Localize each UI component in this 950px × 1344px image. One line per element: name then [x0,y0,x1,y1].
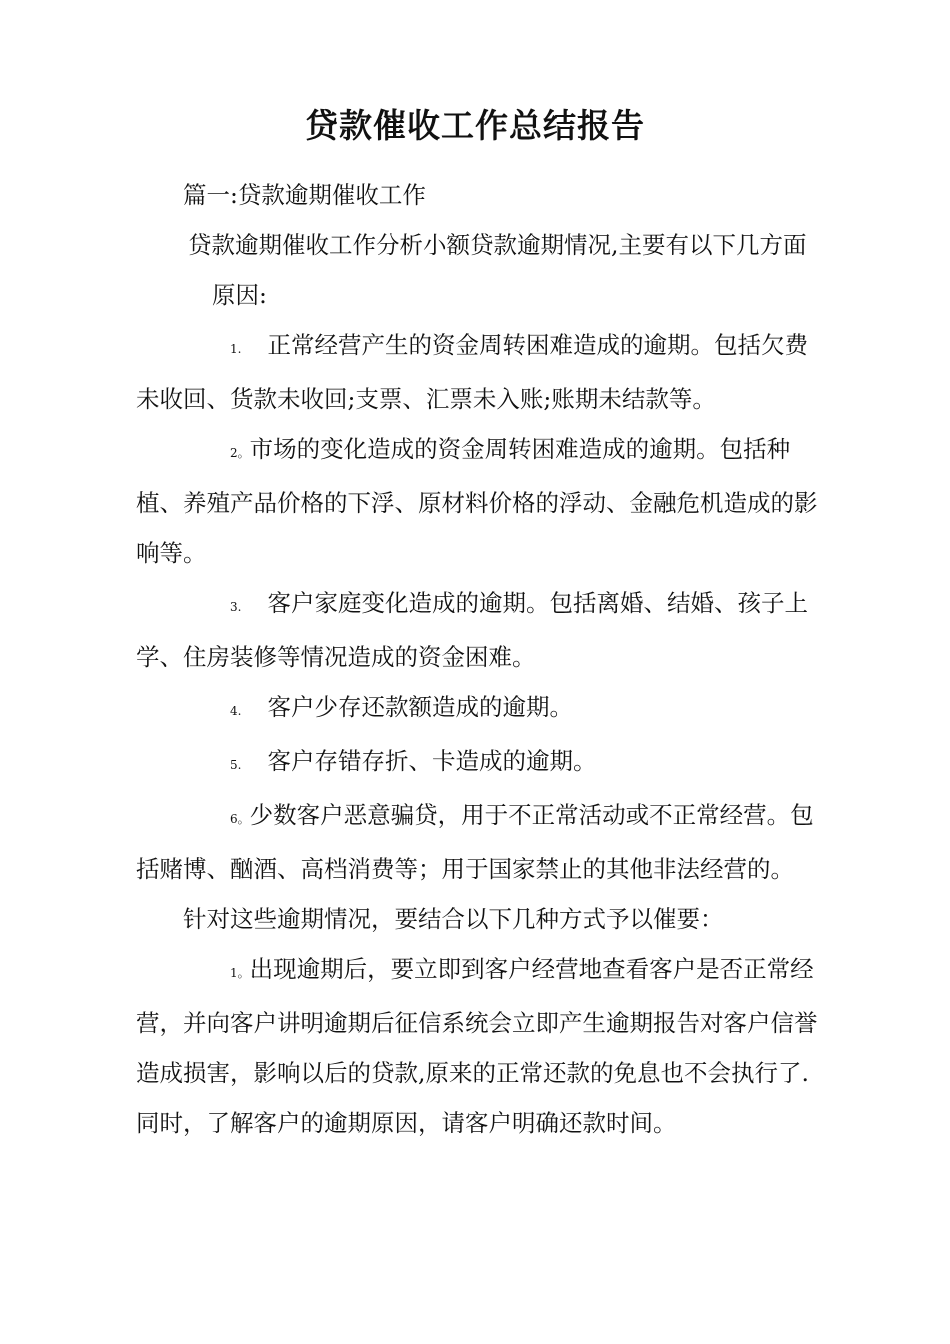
reason-item [136,320,826,424]
reason-number: 2。 [230,446,250,460]
reason-number: 3. [230,600,242,614]
reason-text: 客户少存还款额造成的逾期。 [267,693,573,721]
reason-text: 少数客户恶意骗贷，用于不正常活动或不正常经营。包括赌博、酗酒、高档消费等；用于国家禁止的其他非法经营的。 [136,801,814,883]
intro-paragraph: 贷款逾期催收工作分析小额贷款逾期情况,主要有以下几方面原因: [188,231,807,309]
reason-item [136,424,826,578]
reason-number: 4. [230,704,242,718]
section-heading: 篇一:贷款逾期催收工作 [183,181,426,209]
reason-item [136,578,826,682]
method-number: 1。 [230,966,250,980]
reason-number: 1. [230,342,242,356]
reason-item [136,790,826,894]
reason-item [136,736,826,790]
reason-text: 客户家庭变化造成的逾期。包括离婚、结婚、孩子上学、住房装修等情况造成的资金困难。 [136,589,808,671]
reason-text: 市场的变化造成的资金周转困难造成的逾期。包括种植、养殖产品价格的下浮、原材料价格的浮动、金融危机造成的影响等。 [136,435,818,567]
reason-number: 5. [230,758,242,772]
methods-intro: 针对这些逾期情况，要结合以下几种方式予以催要： [183,905,724,933]
method-text: 出现逾期后，要立即到客户经营地查看客户是否正常经营，并向客户讲明逾期后征信系统会立即产生逾期报告对客户信誉造成损害，影响以后的贷款,原来的正常还款的免息也不会执行了.同时，了解客户的逾期原因，请客户明确还款时间。 [136,955,818,1137]
reason-number: 6。 [230,812,250,826]
document-body [136,170,826,1148]
reason-text: 客户存错存折、卡造成的逾期。 [267,747,597,775]
document-title: 贷款催收工作总结报告 [305,106,645,145]
reason-text: 正常经营产生的资金周转困难造成的逾期。包括欠费未收回、货款未收回;支票、汇票未入账;账期未结款等。 [136,331,808,413]
reason-item [136,682,826,736]
method-item [136,944,826,1148]
